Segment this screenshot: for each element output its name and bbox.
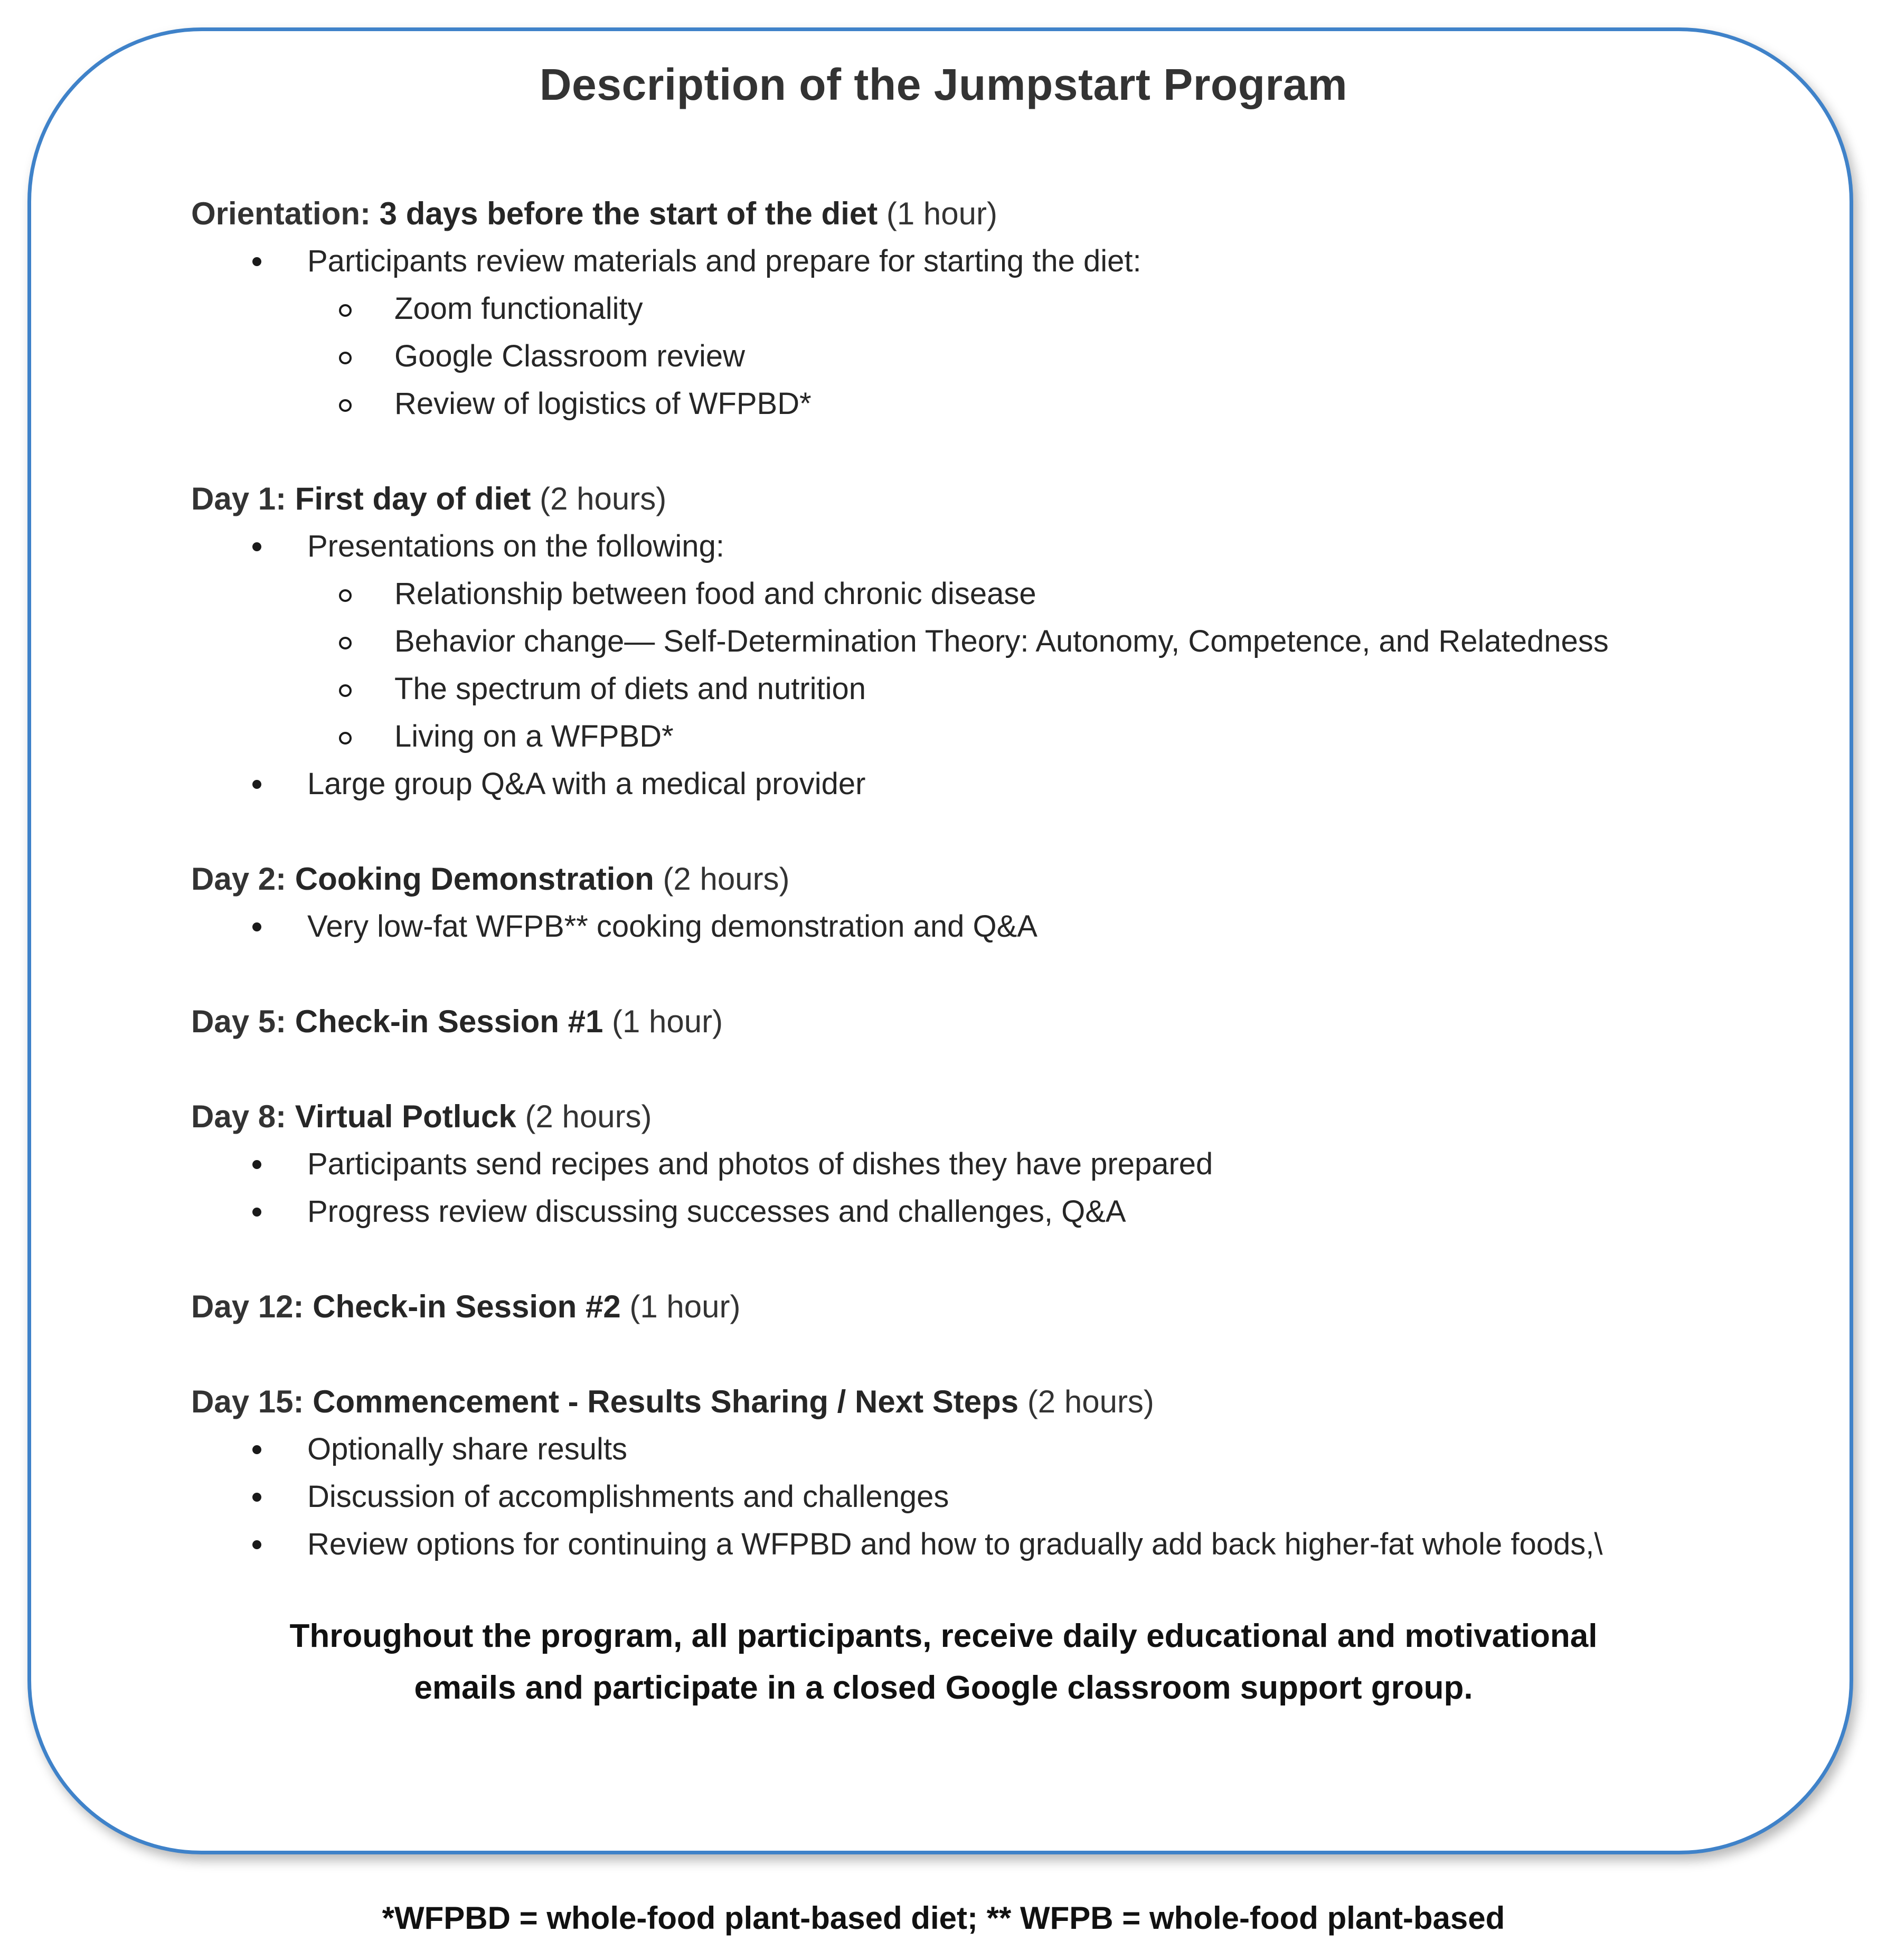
- section-duration: (1 hour): [629, 1289, 741, 1324]
- section-label: Day 5:: [191, 1004, 287, 1039]
- list-item: [191, 523, 1801, 570]
- closing-line: emails and participate in a closed Google classroom support group.: [414, 1670, 1473, 1706]
- section-label: Day 8:: [191, 1099, 287, 1134]
- section-title: Cooking Demonstration: [295, 861, 654, 897]
- section-day-8: [191, 1093, 1801, 1236]
- list-item: [191, 1521, 1801, 1568]
- sub-list-item: [191, 285, 1801, 333]
- sub-list-item: [191, 665, 1801, 713]
- list-item-text: Large group Q&A with a medical provider: [307, 767, 866, 801]
- section-heading: [191, 1378, 1801, 1426]
- section-orientation: [191, 190, 1801, 428]
- section-heading: [191, 475, 1801, 523]
- sub-list-item: [191, 618, 1801, 665]
- list-item-text: Very low-fat WFPB** cooking demonstration and Q&A: [307, 909, 1037, 944]
- list-item-text: Progress review discussing successes and challenges, Q&A: [307, 1194, 1126, 1229]
- spacer: [191, 1236, 1801, 1283]
- circle-bullet-icon: [339, 304, 352, 317]
- list-item-text: Presentations on the following:: [307, 529, 724, 563]
- section-heading: [191, 1093, 1801, 1141]
- page-title: Description of the Jumpstart Program: [539, 60, 1348, 109]
- sub-list-item-text: Living on a WFPBD*: [394, 719, 674, 753]
- section-duration: (2 hours): [525, 1099, 652, 1134]
- sub-list-item-text: Zoom functionality: [394, 291, 643, 326]
- closing-line: Throughout the program, all participants, receive daily educational and motivational: [289, 1618, 1598, 1654]
- circle-bullet-icon: [339, 399, 352, 412]
- spacer: [191, 1045, 1801, 1093]
- section-heading: [191, 1283, 1801, 1331]
- section-title: Virtual Potluck: [295, 1099, 516, 1134]
- sub-list-item: [191, 333, 1801, 380]
- section-label: Day 12:: [191, 1289, 304, 1324]
- spacer: [191, 428, 1801, 475]
- section-day-2: [191, 855, 1801, 950]
- sub-list-item: [191, 380, 1801, 428]
- sub-list-item: [191, 713, 1801, 760]
- section-duration: (2 hours): [540, 481, 667, 516]
- circle-bullet-icon: [339, 684, 352, 697]
- section-day-15: [191, 1378, 1801, 1568]
- list-item: [191, 1426, 1801, 1473]
- section-heading: [191, 855, 1801, 903]
- spacer: [191, 1331, 1801, 1378]
- section-duration: (2 hours): [663, 861, 790, 897]
- section-duration: (1 hour): [886, 196, 997, 231]
- section-label: Day 15:: [191, 1384, 304, 1419]
- bullet-icon: [252, 257, 261, 266]
- sub-list-item-text: Google Classroom review: [394, 339, 746, 373]
- list-item: [191, 903, 1801, 950]
- section-title: Check-in Session #1: [295, 1004, 603, 1039]
- sub-list-item-text: The spectrum of diets and nutrition: [394, 672, 866, 706]
- list-item: [191, 1473, 1801, 1521]
- list-item-text: Participants review materials and prepare for starting the diet:: [307, 244, 1141, 278]
- section-day-1: [191, 475, 1801, 808]
- sub-list-item-text: Review of logistics of WFPBD*: [394, 387, 812, 421]
- bullet-icon: [252, 1160, 261, 1169]
- section-heading: [191, 998, 1801, 1045]
- bullet-icon: [252, 1445, 261, 1454]
- list-item-text: Participants send recipes and photos of dishes they have prepared: [307, 1147, 1213, 1181]
- sub-list-item-text: Relationship between food and chronic disease: [394, 577, 1036, 611]
- list-item-text: Review options for continuing a WFPBD and how to gradually add back higher-fat whole foods,\: [307, 1527, 1603, 1561]
- bullet-icon: [252, 780, 261, 789]
- spacer: [191, 950, 1801, 998]
- closing-statement: [0, 1610, 1887, 1714]
- list-item: [191, 1141, 1801, 1188]
- section-duration: (2 hours): [1027, 1384, 1154, 1419]
- list-item: [191, 1188, 1801, 1236]
- section-label: Orientation:: [191, 196, 371, 231]
- list-item: [191, 238, 1801, 285]
- section-title: 3 days before the start of the diet: [379, 196, 878, 231]
- sub-list-item: [191, 570, 1801, 618]
- section-duration: (1 hour): [612, 1004, 723, 1039]
- section-label: Day 2:: [191, 861, 287, 897]
- bullet-icon: [252, 1540, 261, 1549]
- program-schedule: [191, 190, 1801, 1568]
- section-label: Day 1:: [191, 481, 287, 516]
- bullet-icon: [252, 922, 261, 931]
- spacer: [191, 808, 1801, 855]
- bullet-icon: [252, 542, 261, 551]
- circle-bullet-icon: [339, 637, 352, 649]
- section-title: Commencement - Results Sharing / Next Steps: [313, 1384, 1019, 1419]
- sub-list-item-text: Behavior change— Self-Determination Theory: Autonomy, Competence, and Relatedness: [394, 624, 1609, 658]
- footnote: *WFPBD = whole-food plant-based diet; ** WFPB = whole-food plant-based: [382, 1900, 1505, 1936]
- list-item: [191, 760, 1801, 808]
- circle-bullet-icon: [339, 589, 352, 602]
- section-day-5: [191, 998, 1801, 1045]
- section-day-12: [191, 1283, 1801, 1331]
- circle-bullet-icon: [339, 352, 352, 364]
- list-item-text: Optionally share results: [307, 1432, 628, 1466]
- circle-bullet-icon: [339, 732, 352, 745]
- section-title: Check-in Session #2: [313, 1289, 621, 1324]
- bullet-icon: [252, 1208, 261, 1217]
- section-heading: [191, 190, 1801, 238]
- bullet-icon: [252, 1493, 261, 1502]
- list-item-text: Discussion of accomplishments and challenges: [307, 1480, 949, 1514]
- section-title: First day of diet: [295, 481, 531, 516]
